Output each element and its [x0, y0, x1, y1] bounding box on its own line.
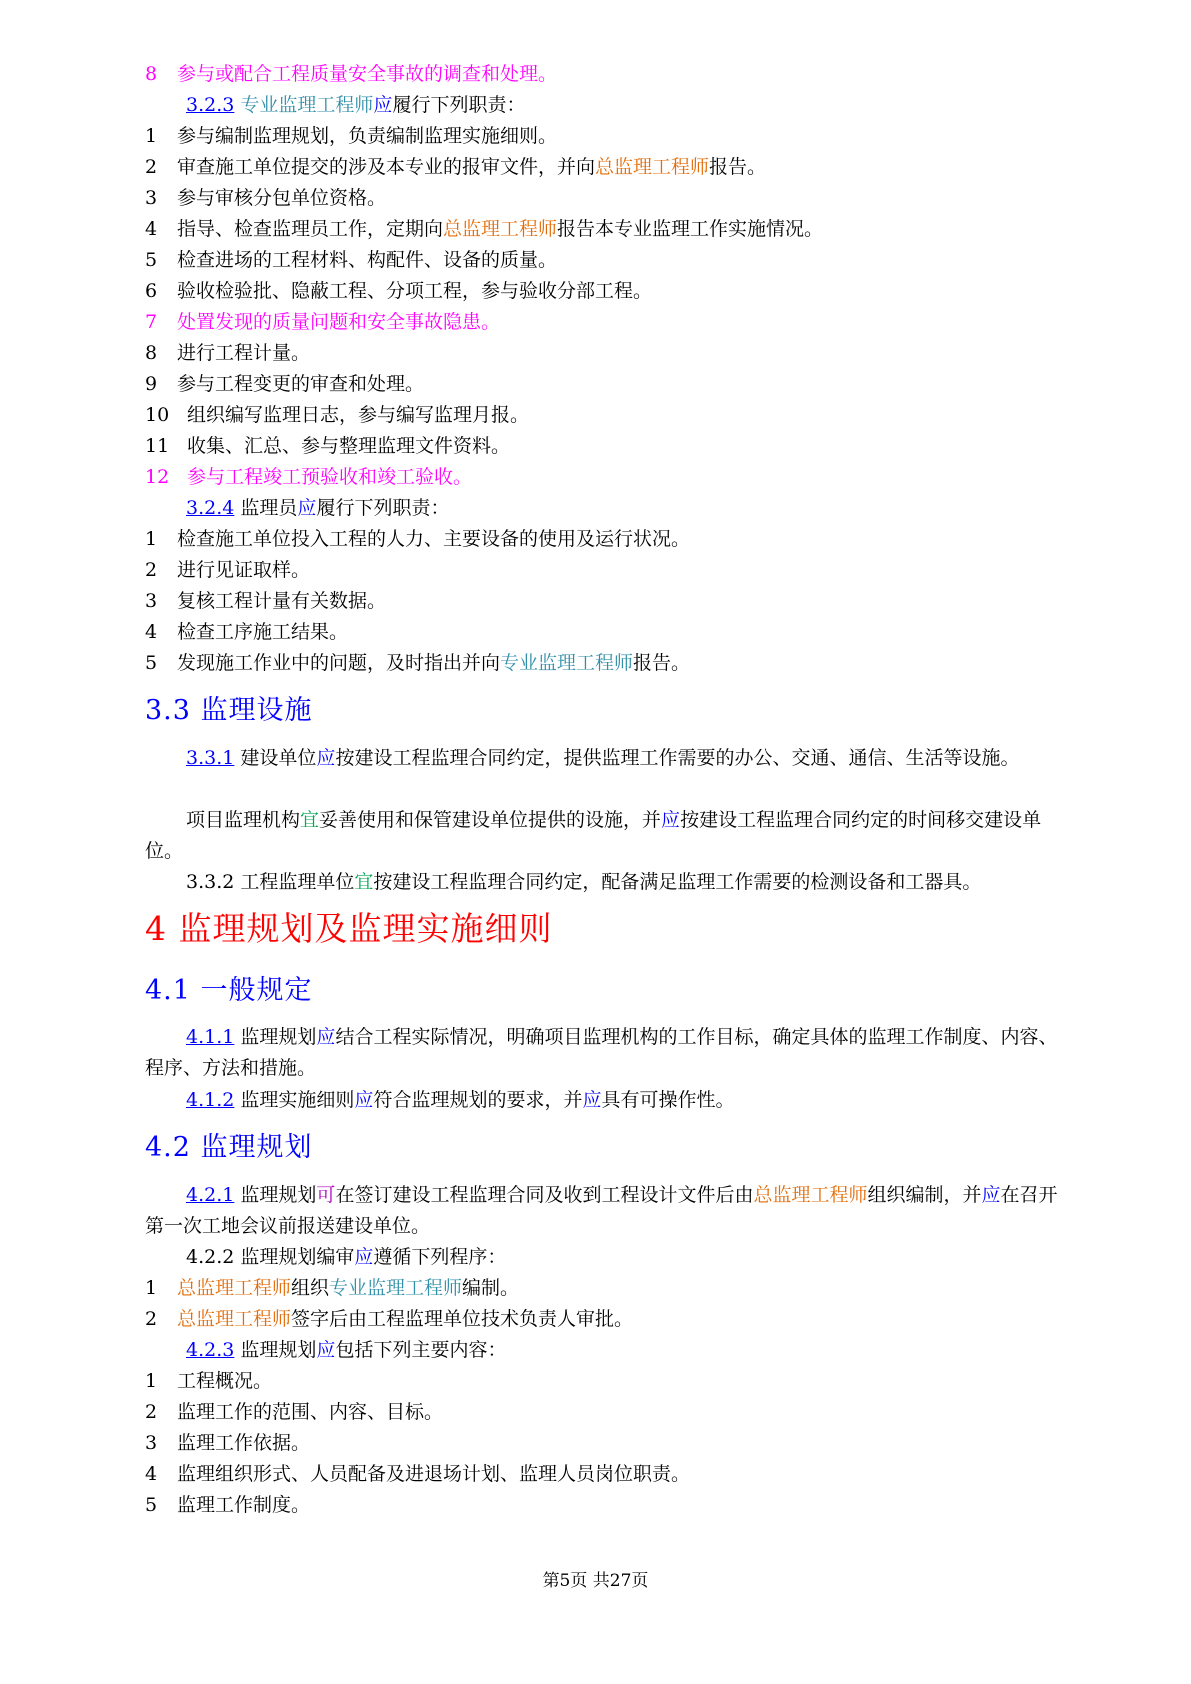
clause-4-1-1: 4.1.1 监理规划应结合工程实际情况，明确项目监理机构的工作目标，确定具体的监理工作制度、内容、程序、方法和措施。 [145, 1026, 1058, 1079]
clause-3-2-3: 3.2.3 专业监理工程师应履行下列职责： [186, 94, 526, 116]
page-footer: 第5页 共27页 [542, 1571, 649, 1591]
section-heading-4-2: 4.2 监理规划 [145, 1132, 313, 1163]
clause-link[interactable]: 4.2.3 [186, 1339, 235, 1361]
clause-4-2-3: 4.2.3 监理规划应包括下列主要内容： [186, 1339, 507, 1361]
clause-link[interactable]: 4.1.2 [186, 1089, 235, 1111]
duty-item: 10 组织编写监理日志，参与编写监理月报。 [145, 404, 530, 426]
procedure-item: 1 总监理工程师组织专业监理工程师编制。 [145, 1277, 520, 1299]
paragraph: 项目监理机构宜妥善使用和保管建设单位提供的设施，并应按建设工程监理合同约定的时间移交建设单位。 [145, 809, 1042, 862]
clause-3-3-1: 3.3.1 建设单位应按建设工程监理合同约定，提供监理工作需要的办公、交通、通信、生活等设施。 [186, 747, 1020, 769]
clause-4-1-2: 4.1.2 监理实施细则应符合监理规划的要求，并应具有可操作性。 [186, 1089, 735, 1111]
section-heading-3-3: 3.3 监理设施 [145, 695, 313, 726]
content-item: 2 监理工作的范围、内容、目标。 [145, 1401, 444, 1423]
duty-item: 2 审查施工单位提交的涉及本专业的报审文件，并向总监理工程师报告。 [145, 156, 767, 178]
section-heading-4-1: 4.1 一般规定 [145, 975, 313, 1006]
duty-item: 5 发现施工作业中的问题，及时指出并向专业监理工程师报告。 [145, 652, 691, 674]
clause-4-2-1: 4.2.1 监理规划可在签订建设工程监理合同及收到工程设计文件后由总监理工程师组织编制，并应在召开第一次工地会议前报送建设单位。 [145, 1184, 1058, 1237]
duty-item: 5 检查进场的工程材料、构配件、设备的质量。 [145, 249, 558, 271]
content-item: 5 监理工作制度。 [145, 1494, 311, 1516]
duty-item: 7 处置发现的质量问题和安全事故隐患。 [145, 311, 501, 333]
duty-item: 8 进行工程计量。 [145, 342, 311, 364]
duty-item: 12 参与工程竣工预验收和竣工验收。 [145, 466, 473, 488]
clause-link[interactable]: 3.3.1 [186, 747, 235, 769]
duty-item: 4 指导、检查监理员工作，定期向总监理工程师报告本专业监理工作实施情况。 [145, 218, 824, 240]
duty-item: 2 进行见证取样。 [145, 559, 311, 581]
clause-3-2-4: 3.2.4 监理员应履行下列职责： [186, 497, 450, 519]
duty-item: 6 验收检验批、隐蔽工程、分项工程，参与验收分部工程。 [145, 280, 653, 302]
clause-link[interactable]: 3.2.4 [186, 497, 235, 519]
duty-item: 1 检查施工单位投入工程的人力、主要设备的使用及运行状况。 [145, 528, 691, 550]
chapter-heading-4: 4 监理规划及监理实施细则 [145, 909, 553, 948]
duty-item: 11 收集、汇总、参与整理监理文件资料。 [145, 435, 511, 457]
duty-item: 8 参与或配合工程质量安全事故的调查和处理。 [145, 63, 558, 85]
content-item: 4 监理组织形式、人员配备及进退场计划、监理人员岗位职责。 [145, 1463, 691, 1485]
duty-item: 3 复核工程计量有关数据。 [145, 590, 387, 612]
duty-item: 4 检查工序施工结果。 [145, 621, 349, 643]
clause-link[interactable]: 4.1.1 [186, 1026, 235, 1048]
clause-4-2-2: 4.2.2 监理规划编审应遵循下列程序： [186, 1246, 507, 1268]
duty-item: 9 参与工程变更的审查和处理。 [145, 373, 425, 395]
clause-link[interactable]: 3.2.3 [186, 94, 235, 116]
duty-item: 1 参与编制监理规划，负责编制监理实施细则。 [145, 125, 558, 147]
clause-3-3-2: 3.3.2 工程监理单位宜按建设工程监理合同约定，配备满足监理工作需要的检测设备和工器具。 [186, 871, 982, 893]
procedure-item: 2 总监理工程师签字后由工程监理单位技术负责人审批。 [145, 1308, 634, 1330]
content-item: 3 监理工作依据。 [145, 1432, 311, 1454]
clause-link[interactable]: 4.2.1 [186, 1184, 235, 1206]
content-item: 1 工程概况。 [145, 1370, 273, 1392]
duty-item: 3 参与审核分包单位资格。 [145, 187, 387, 209]
